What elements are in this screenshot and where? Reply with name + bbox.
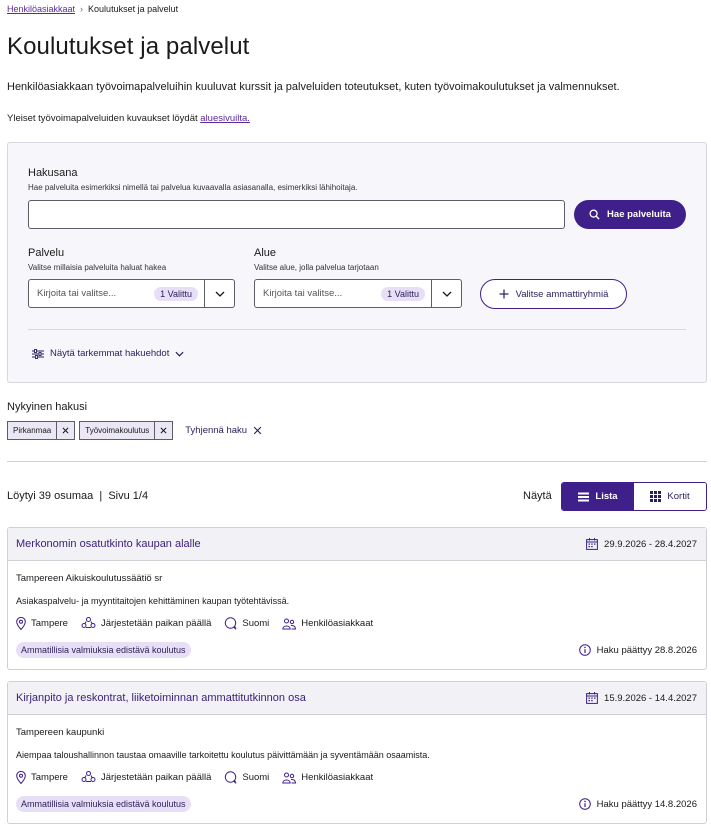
page-lead: Henkilöasiakkaan työvoimapalveluihin kuuluvat kurssit ja palveluiden toteutukset, kuten työvoimakoulutukset ja valmennukset. (7, 81, 620, 93)
people-group-icon (81, 771, 96, 784)
result-description: Asiakaspalvelu- ja myyntitaitojen kehittäminen kaupan työtehtävissä. (16, 596, 290, 606)
result-dates-text: 29.9.2026 - 28.4.2027 (604, 538, 697, 550)
page-title: Koulutukset ja palvelut (7, 33, 250, 60)
page-note-text: Yleiset työvoimapalveluiden kuvaukset löydät (7, 113, 201, 124)
filter-tag-label: Pirkanmaa (13, 426, 52, 435)
result-deadline-text: Haku päättyy 14.8.2026 (596, 798, 697, 810)
chevron-down-icon (175, 351, 184, 357)
search-icon (589, 209, 600, 220)
result-language (224, 617, 269, 630)
result-language-text: Suomi (242, 618, 270, 629)
result-title-link[interactable]: Kirjanpito ja reskontrat, liiketoiminnan ammattitutkinnon osa (16, 692, 306, 704)
result-format (81, 771, 211, 784)
results-summary (7, 490, 148, 502)
service-help: Valitse millaisia palveluita haluat hakea (28, 263, 167, 272)
result-provider: Tampereen kaupunki (16, 727, 105, 738)
area-help: Valitse alue, jolla palvelua tarjotaan (254, 263, 379, 272)
calendar-icon (586, 538, 598, 550)
search-button[interactable] (574, 200, 686, 229)
result-dates (586, 692, 697, 704)
view-list-label: Lista (595, 491, 618, 502)
keyword-input[interactable] (28, 200, 565, 229)
plus-icon (499, 289, 509, 299)
result-deadline (579, 644, 697, 656)
result-card (7, 527, 707, 670)
result-location (16, 617, 68, 630)
current-search-title: Nykyinen hakusi (7, 401, 88, 413)
breadcrumb-separator: › (80, 4, 84, 14)
grid-icon (650, 491, 661, 502)
filter-tag (79, 421, 173, 440)
result-language-text: Suomi (242, 772, 270, 783)
keyword-label: Hakusana (28, 167, 78, 179)
clear-search-label: Tyhjennä haku (185, 425, 248, 436)
info-icon (579, 644, 591, 656)
show-more-filters-toggle[interactable] (32, 348, 184, 359)
view-toggle (561, 482, 707, 511)
result-location (16, 771, 68, 784)
speech-bubble-icon (224, 771, 237, 784)
location-pin-icon (16, 771, 26, 784)
result-dates (586, 538, 697, 550)
result-meta (16, 771, 373, 784)
breadcrumb (7, 4, 178, 14)
section-divider (7, 461, 707, 462)
result-title-link[interactable]: Merkonomin osatutkinto kaupan alalle (16, 538, 201, 550)
result-format-text: Järjestetään paikan päällä (100, 772, 212, 783)
result-description: Aiempaa taloushallinnon taustaa omaaville tarkoitettu koulutus päivittämään ja syventämään osaamista. (16, 750, 430, 760)
filter-tag (7, 421, 75, 440)
area-selected-count: 1 Valittu (381, 287, 425, 301)
view-cards-button[interactable] (634, 483, 706, 510)
result-deadline-text: Haku päättyy 28.8.2026 (596, 644, 697, 656)
result-audience (282, 618, 373, 630)
result-format (81, 617, 211, 630)
result-audience-text: Henkilöasiakkaat (301, 772, 374, 783)
area-placeholder: Kirjoita tai valitse... (263, 288, 343, 299)
close-icon (160, 427, 167, 434)
list-icon (578, 492, 589, 502)
search-button-label: Hae palveluita (607, 209, 671, 220)
panel-divider (28, 329, 686, 330)
search-panel (7, 142, 707, 383)
calendar-icon (586, 692, 598, 704)
results-count: Löytyi 39 osumaa (7, 490, 94, 502)
area-label: Alue (254, 247, 277, 259)
service-combobox[interactable] (28, 279, 235, 308)
area-pages-link[interactable]: aluesivuilta. (200, 113, 250, 124)
select-occupation-groups-label: Valitse ammattiryhmiä (515, 288, 609, 300)
view-cards-label: Kortit (667, 491, 690, 502)
results-page: Sivu 1/4 (108, 490, 149, 502)
service-selected-count: 1 Valittu (154, 287, 198, 301)
people-group-icon (81, 617, 96, 630)
results-separator: | (96, 490, 106, 502)
result-meta (16, 617, 373, 630)
chevron-down-icon (442, 291, 452, 297)
close-icon (253, 426, 262, 435)
service-placeholder: Kirjoita tai valitse... (37, 288, 117, 299)
area-dropdown-toggle[interactable] (431, 280, 461, 307)
service-label: Palvelu (28, 247, 65, 259)
result-type-badge: Ammatillisia valmiuksia edistävä koulutus (16, 642, 191, 658)
result-card (7, 681, 707, 824)
people-icon (282, 618, 296, 630)
result-provider: Tampereen Aikuiskoulutussäätiö sr (16, 573, 163, 584)
remove-filter-button[interactable] (56, 422, 74, 439)
result-card-header (8, 682, 706, 715)
speech-bubble-icon (224, 617, 237, 630)
filter-tag-label: Työvoimakoulutus (85, 426, 150, 435)
breadcrumb-link-henkiloasiakkaat[interactable]: Henkilöasiakkaat (7, 4, 76, 14)
page-note (7, 113, 250, 124)
result-deadline (579, 798, 697, 810)
location-pin-icon (16, 617, 26, 630)
view-list-button[interactable] (562, 483, 634, 510)
clear-search-button[interactable] (185, 425, 262, 436)
service-dropdown-toggle[interactable] (204, 280, 234, 307)
result-audience (282, 772, 373, 784)
result-card-body (8, 715, 706, 825)
show-more-filters-label: Näytä tarkemmat hakuehdot (50, 348, 170, 359)
result-location-text: Tampere (31, 618, 68, 629)
chevron-down-icon (215, 291, 225, 297)
view-label: Näytä (523, 490, 552, 502)
current-search-tags (7, 421, 262, 440)
info-icon (579, 798, 591, 810)
result-card-header (8, 528, 706, 561)
result-card-body (8, 561, 706, 671)
result-format-text: Järjestetään paikan päällä (100, 618, 212, 629)
sliders-icon (32, 349, 44, 359)
result-type-badge: Ammatillisia valmiuksia edistävä koulutus (16, 796, 191, 812)
close-icon (62, 427, 69, 434)
result-location-text: Tampere (31, 772, 68, 783)
people-icon (282, 772, 296, 784)
select-occupation-groups-button[interactable] (480, 279, 627, 309)
result-dates-text: 15.9.2026 - 14.4.2027 (604, 692, 697, 704)
result-audience-text: Henkilöasiakkaat (301, 618, 374, 629)
result-language (224, 771, 269, 784)
area-combobox[interactable] (254, 279, 462, 308)
keyword-help: Hae palveluita esimerkiksi nimellä tai palvelua kuvaavalla asiasanalla, esimerkiksi lähihoitaja. (28, 183, 358, 192)
breadcrumb-current: Koulutukset ja palvelut (88, 4, 179, 14)
remove-filter-button[interactable] (154, 422, 172, 439)
